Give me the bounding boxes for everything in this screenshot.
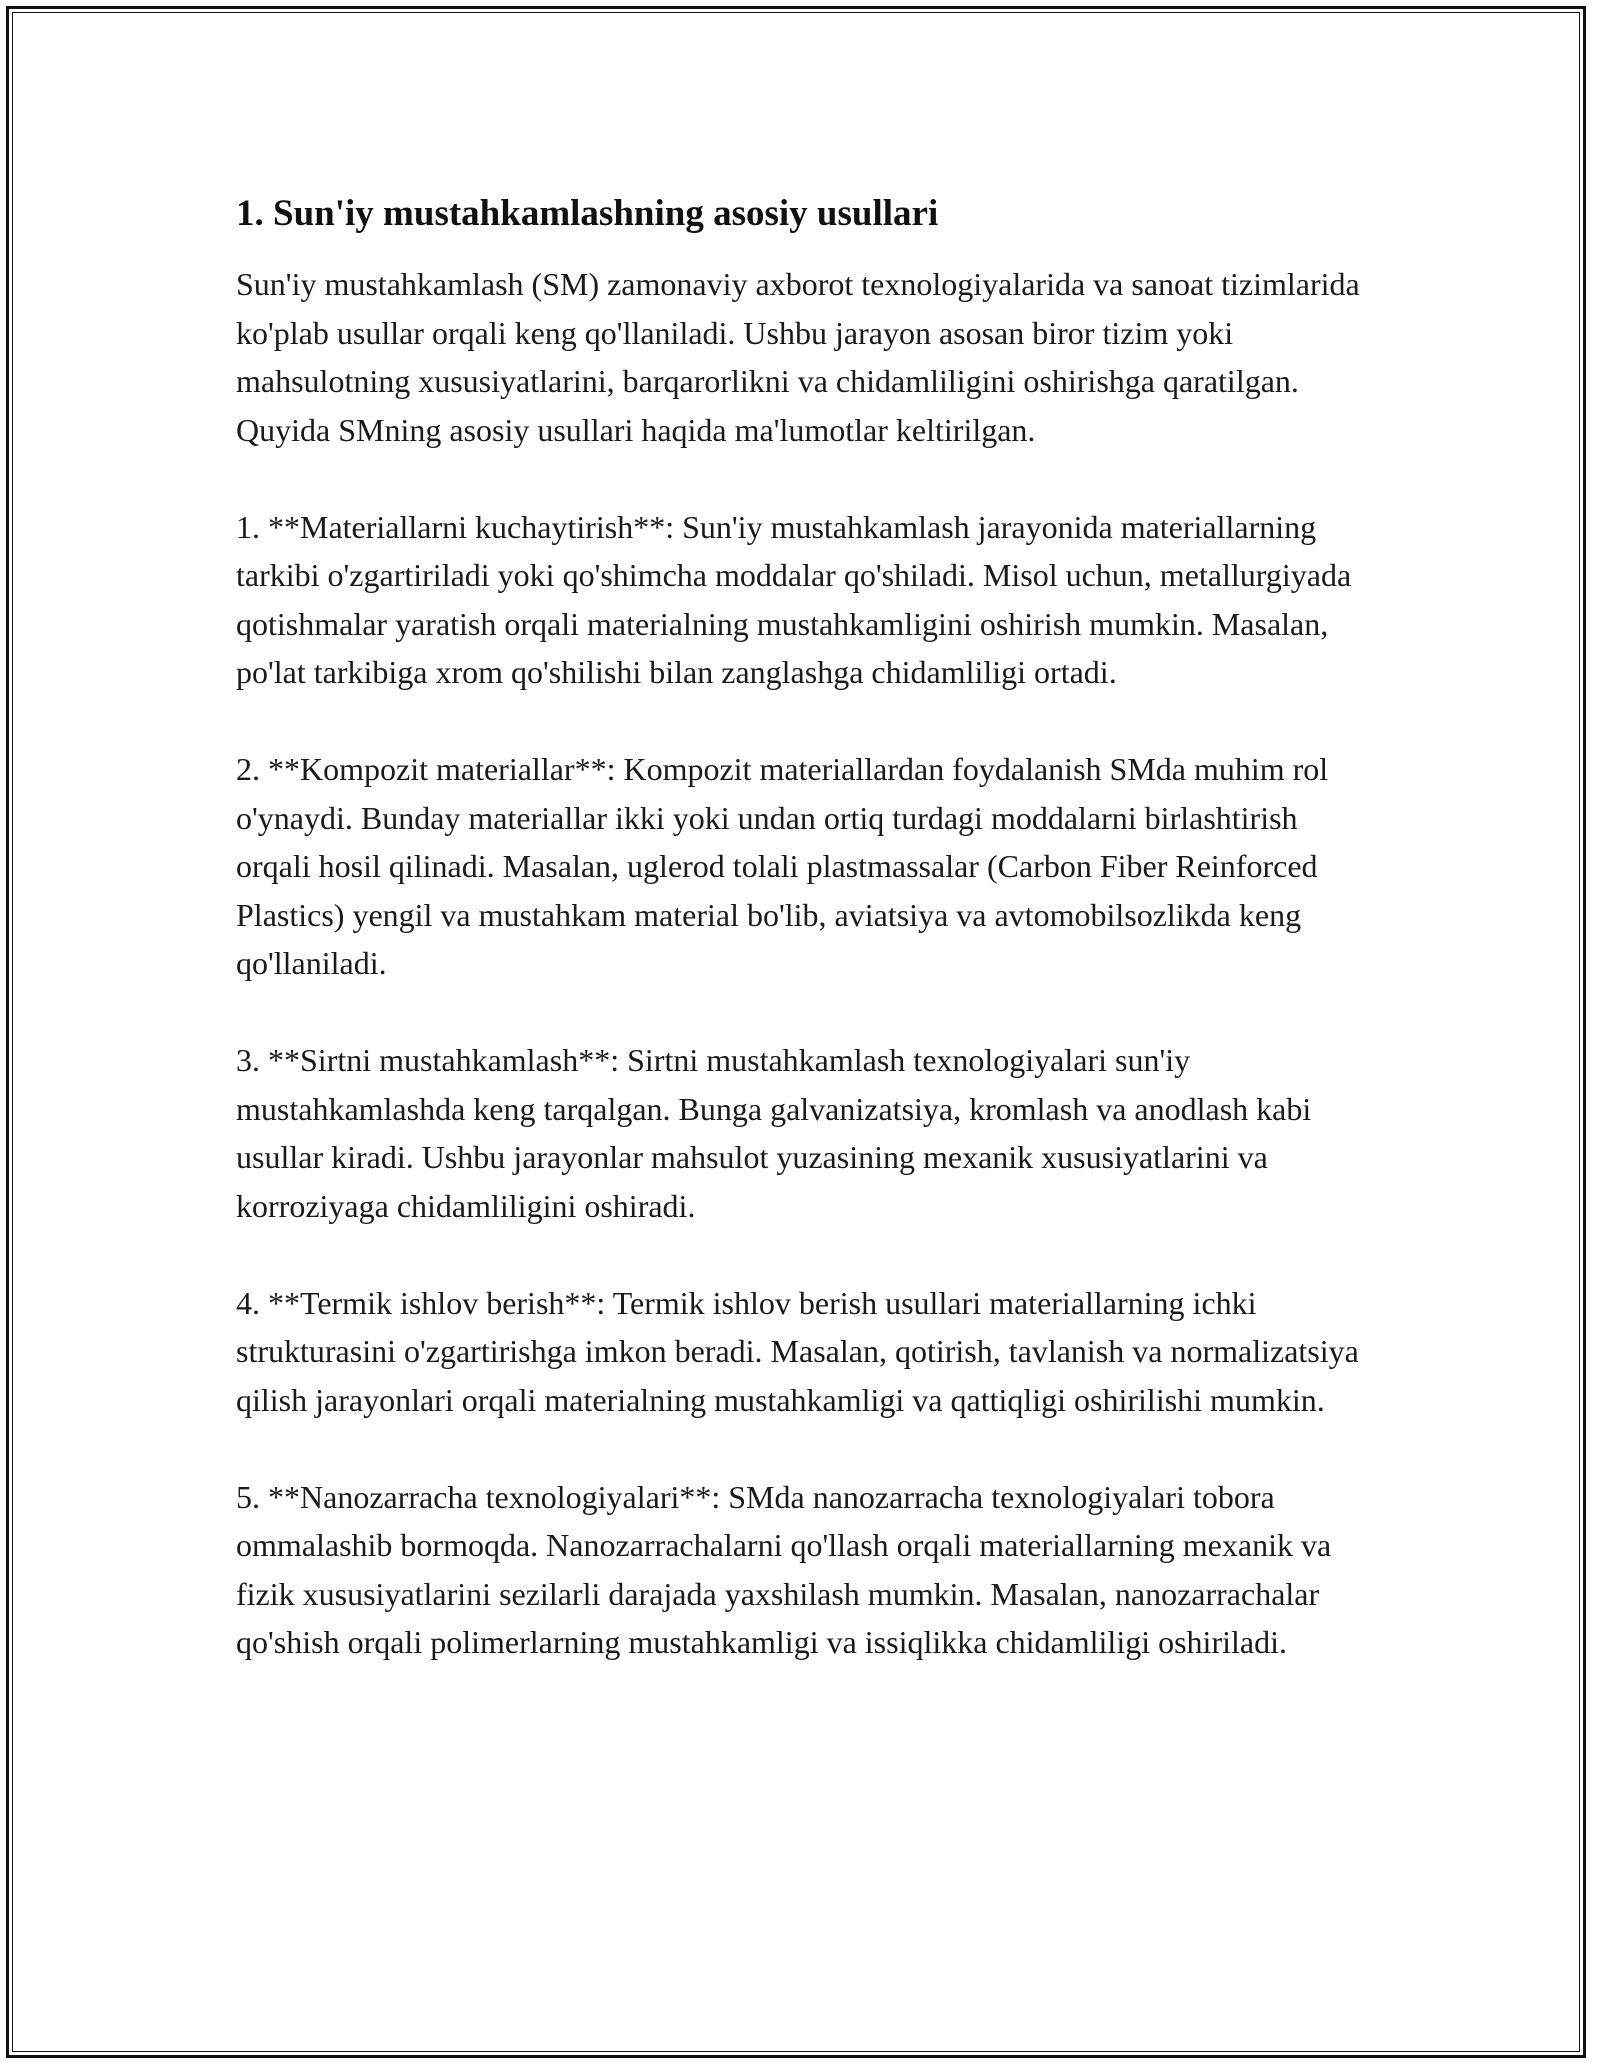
method-paragraph-4: 4. **Termik ishlov berish**: Termik ishlov berish usullari materiallarning ichki strukturasini o'zgartirishga imkon beradi. Masalan, qotirish, tavlanish va normalizatsiya qilish jarayonlari orqali materialning mustahkamligi va qattiqligi oshirilishi mumkin.: [236, 1284, 1359, 1418]
document-body: [236, 190, 1376, 1715]
method-paragraph-5: 5. **Nanozarracha texnologiyalari**: SMda nanozarracha texnologiyalari tobora ommalashib bormoqda. Nanozarrachalarni qo'llash orqali materiallarning mexanik va fizik xususiyatlarini sezilarli darajada yaxshilash mumkin. Masalan, nanozarrachalar qo'shish orqali polimerlarning mustahkamligi va issiqlikka chidamliligi oshiriladi.: [236, 1478, 1332, 1660]
method-paragraph-2: 2. **Kompozit materiallar**: Kompozit materiallardan foydalanish SMda muhim rol o'ynaydi. Bunday materiallar ikki yoki undan ortiq turdagi moddalarni birlashtirish orqali hosil qilinadi. Masalan, uglerod tolali plastmassalar (Carbon Fiber Reinforced Plastics) yengil va mustahkam material bo'lib, aviatsiya va avtomobilsozlikda keng qo'llaniladi.: [236, 751, 1329, 981]
intro-paragraph: Sun'iy mustahkamlash (SM) zamonaviy axborot texnologiyalarida va sanoat tizimlarida ko'plab usullar orqali keng qo'llaniladi. Ushbu jarayon asosan biror tizim yoki mahsulotning xususiyatlarini, barqarorlikni va chidamliligini oshirishga qaratilgan. Quyida SMning asosiy usullari haqida ma'lumotlar keltirilgan.: [236, 266, 1360, 448]
section-heading: 1. Sun'iy mustahkamlashning asosiy usullari: [236, 193, 939, 234]
method-paragraph-1: 1. **Materiallarni kuchaytirish**: Sun'iy mustahkamlash jarayonida materiallarning tarkibi o'zgartiriladi yoki qo'shimcha moddalar qo'shiladi. Misol uchun, metallurgiyada qotishmalar yaratish orqali materialning mustahkamligini oshirish mumkin. Masalan, po'lat tarkibiga xrom qo'shilishi bilan zanglashga chidamliligi ortadi.: [236, 508, 1352, 690]
method-paragraph-3: 3. **Sirtni mustahkamlash**: Sirtni mustahkamlash texnologiyalari sun'iy mustahkamlashda keng tarqalgan. Bunga galvanizatsiya, kromlash va anodlash kabi usullar kiradi. Ushbu jarayonlar mahsulot yuzasining mexanik xususiyatlarini va korroziyaga chidamliligini oshiradi.: [236, 1042, 1312, 1224]
